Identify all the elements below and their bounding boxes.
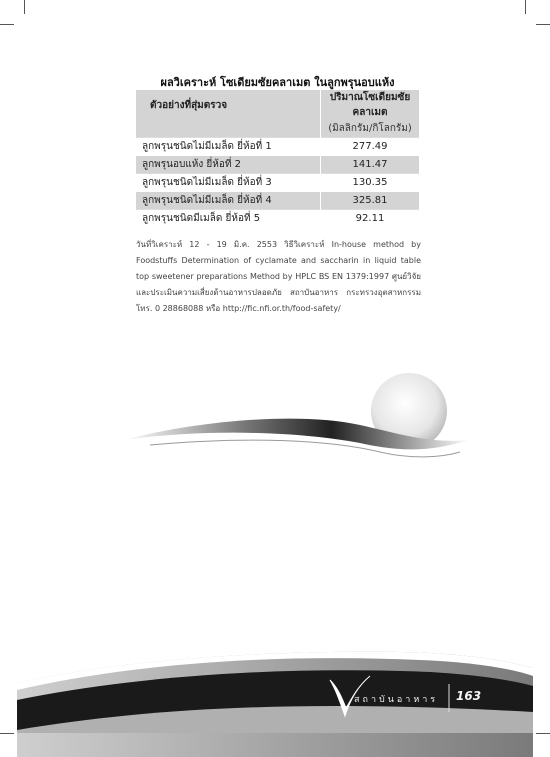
header-unit: (มิลลิกรัม/กิโลกรัม) — [321, 120, 420, 138]
sample-name: ลูกพรุนอบแห้ง ยี่ห้อที่ 2 — [136, 156, 321, 174]
source-note: วันที่วิเคราะห์ 12 - 19 มิ.ค. 2553 วิธีวิเคราะห์ In-house method by Foodstuffs Determination of cyclamate and saccharin in liquid table top sweetener preparations Method by HPLC BS EN 1379:1997 ศูนย์วิจัยและประเมินความเสี่ยงด้านอาหารปลอดภัย สถาบันอาหาร กระทรวงอุตสาหกรรม โทร. 0 28868088 หรือ http://fic.nfi.or.th/food-safety/ — [136, 240, 421, 313]
table-title: ผลวิเคราะห์ โซเดียมซัยคลาเมต ในลูกพรุนอบแห้ง — [160, 76, 395, 89]
sample-value: 130.35 — [321, 174, 420, 192]
sample-value: 92.11 — [321, 210, 420, 228]
sample-name: ลูกพรุนชนิดไม่มีเมล็ด ยี่ห้อที่ 4 — [136, 192, 321, 210]
sample-value: 141.47 — [321, 156, 420, 174]
header-amount: ปริมาณโซเดียมซัยคลาเมต — [329, 92, 411, 118]
footer-band — [17, 652, 533, 757]
header-sample: ตัวอย่างที่สุ่มตรวจ — [136, 90, 321, 120]
footer-logo-text: สถาบันอาหาร — [354, 695, 439, 705]
sample-value: 325.81 — [321, 192, 420, 210]
sample-value: 277.49 — [321, 138, 420, 156]
sample-name: ลูกพรุนชนิดไม่มีเมล็ด ยี่ห้อที่ 3 — [136, 174, 321, 192]
sample-name: ลูกพรุนชนิดมีเมล็ด ยี่ห้อที่ 5 — [136, 210, 321, 228]
page-number: 163 — [456, 689, 482, 703]
sample-name: ลูกพรุนชนิดไม่มีเมล็ด ยี่ห้อที่ 1 — [136, 138, 321, 156]
